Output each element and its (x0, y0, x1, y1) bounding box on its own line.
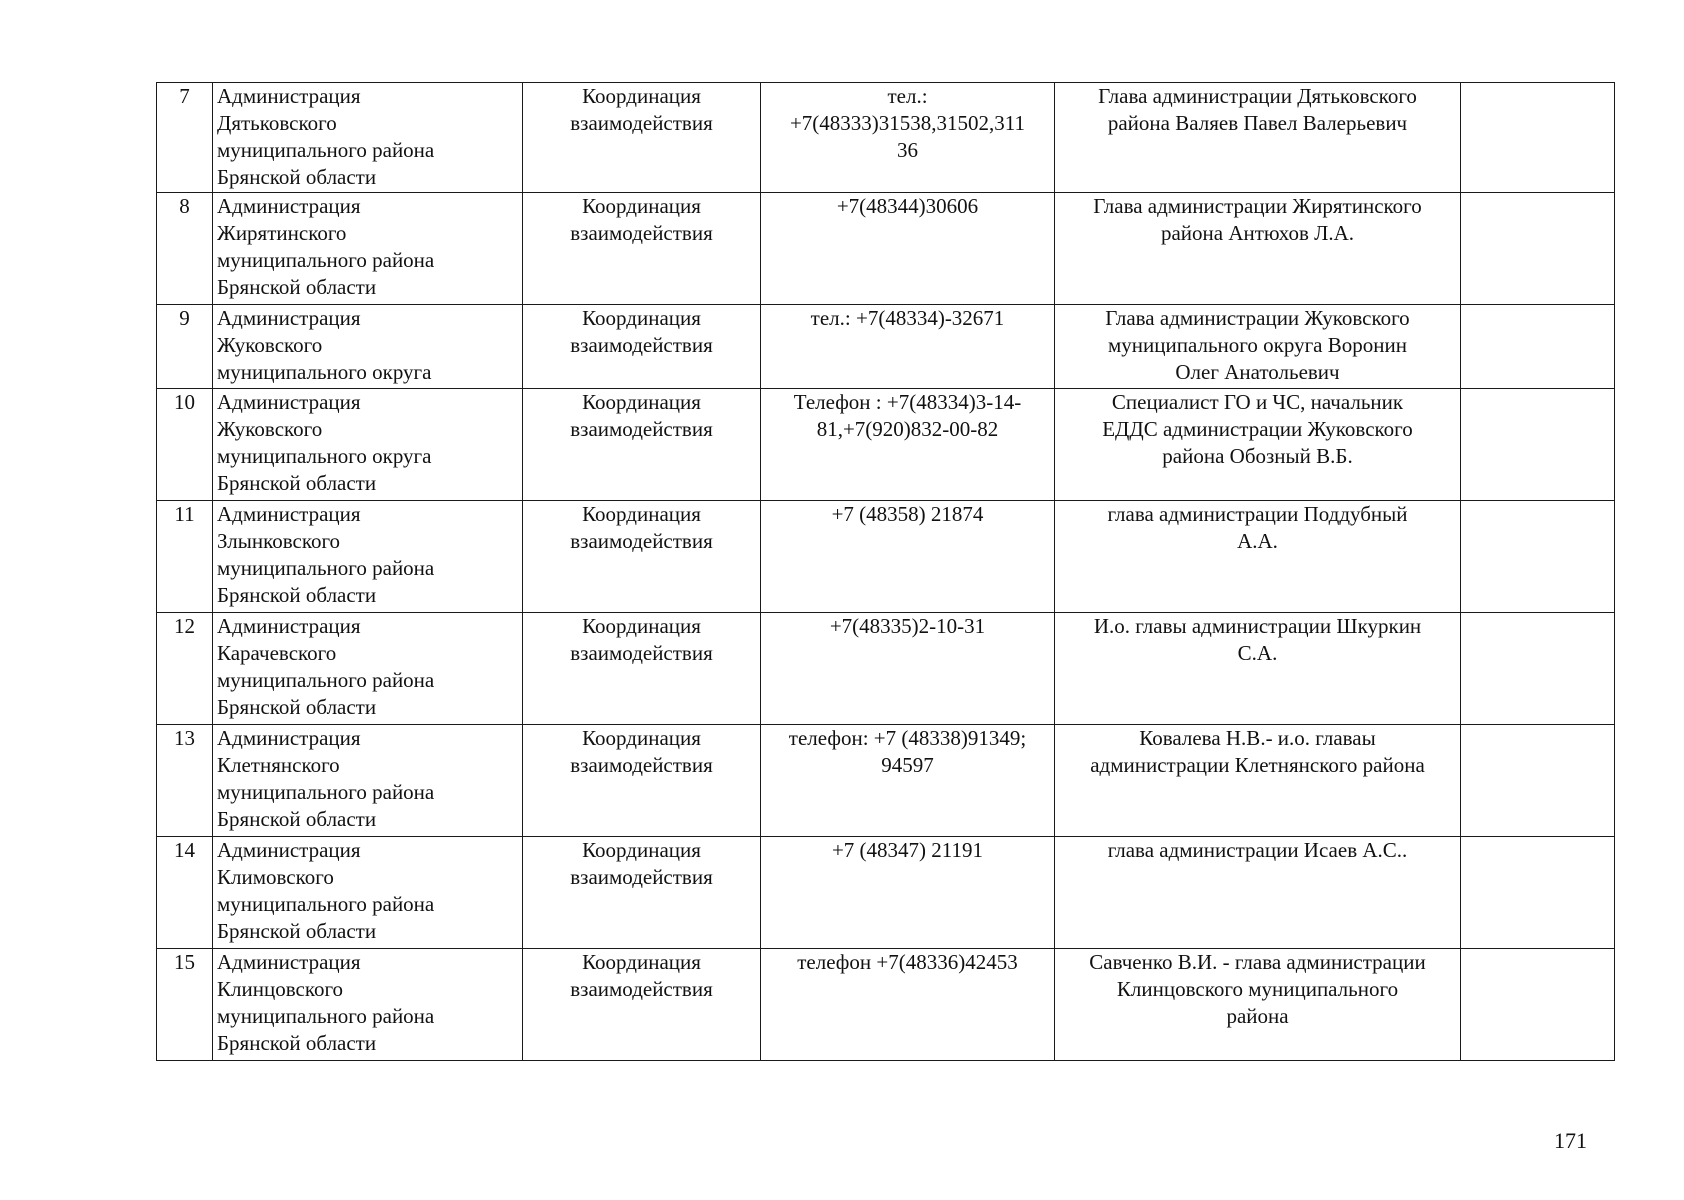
cell-text-line: взаимодействия (570, 977, 713, 1001)
phone-cell (761, 837, 1055, 949)
cell-text: 15 (174, 950, 195, 974)
cell-text-line: муниципального района (217, 556, 435, 580)
interaction-type-cell (523, 83, 761, 193)
row-number-cell (157, 389, 213, 501)
cell-text-line: Брянской области (217, 807, 377, 831)
cell-text-line: муниципального района (217, 668, 435, 692)
cell-text-line: Ковалева Н.В.- и.о. главаы (1139, 726, 1376, 750)
cell-text-line: Карачевского (217, 641, 337, 665)
cell-text-line: Клинцовского муниципального (1116, 977, 1399, 1001)
cell-text-line: муниципального района (217, 892, 435, 916)
cell-text-line: Глава администрации Жирятинского (1093, 194, 1422, 218)
cell-text-line: Брянской области (217, 471, 377, 495)
organization-cell (213, 725, 523, 837)
responsible-person-cell (1055, 501, 1461, 613)
organization-cell (213, 949, 523, 1061)
cell-text-line: Координация (582, 726, 701, 750)
row-number-cell (157, 193, 213, 305)
cell-text-line: тел.: +7(48334)-32671 (810, 306, 1005, 330)
table-row (157, 613, 1615, 725)
cell-text-line: Администрация (217, 84, 361, 108)
cell-text-line: взаимодействия (570, 417, 713, 441)
cell-text-line: Администрация (217, 614, 361, 638)
note-cell (1461, 193, 1615, 305)
interaction-type-cell (523, 305, 761, 389)
cell-text-line: Брянской области (217, 275, 377, 299)
contacts-table (156, 82, 1615, 1061)
cell-text-line: глава администрации Исаев А.С.. (1107, 838, 1408, 862)
organization-cell (213, 305, 523, 389)
row-number-cell (157, 305, 213, 389)
cell-text-line: муниципального округа (217, 444, 432, 468)
phone-cell (761, 949, 1055, 1061)
phone-cell (761, 725, 1055, 837)
cell-text-line: Администрация (217, 306, 361, 330)
cell-text-line: Клетнянского (217, 753, 340, 777)
note-cell (1461, 305, 1615, 389)
cell-text-line: Глава администрации Жуковского (1105, 306, 1410, 330)
cell-text-line: муниципального района (217, 780, 435, 804)
cell-text-line: муниципального района (217, 248, 435, 272)
cell-text-line: Глава администрации Дятьковского (1098, 84, 1417, 108)
note-cell (1461, 725, 1615, 837)
responsible-person-cell (1055, 613, 1461, 725)
row-number-cell (157, 83, 213, 193)
cell-text-line: администрации Клетнянского района (1090, 753, 1425, 777)
cell-text-line: 94597 (881, 753, 934, 777)
cell-text-line: взаимодействия (570, 333, 713, 357)
cell-text-line: +7 (48347) 21191 (831, 838, 984, 862)
interaction-type-cell (523, 389, 761, 501)
cell-text-line: района Валяев Павел Валерьевич (1107, 111, 1408, 135)
note-cell (1461, 837, 1615, 949)
cell-text-line: +7(48333)31538,31502,311 (789, 111, 1026, 135)
cell-text-line: Злынковского (217, 529, 341, 553)
cell-text-line: взаимодействия (570, 111, 713, 135)
responsible-person-cell (1055, 837, 1461, 949)
cell-text-line: муниципального округа Воронин (1108, 333, 1407, 357)
cell-text-line: тел.: (887, 84, 928, 108)
note-cell (1461, 613, 1615, 725)
table-row (157, 837, 1615, 949)
cell-text-line: Жирятинского (217, 221, 347, 245)
cell-text-line: взаимодействия (570, 529, 713, 553)
cell-text-line: И.о. главы администрации Шкуркин (1093, 614, 1422, 638)
cell-text-line: телефон +7(48336)42453 (797, 950, 1018, 974)
cell-text-line: Брянской области (217, 919, 377, 943)
cell-text-line: ЕДДС администрации Жуковского (1102, 417, 1413, 441)
organization-cell (213, 837, 523, 949)
interaction-type-cell (523, 725, 761, 837)
phone-cell (761, 83, 1055, 193)
cell-text-line: муниципального района (217, 138, 435, 162)
cell-text: 14 (174, 838, 195, 862)
organization-cell (213, 389, 523, 501)
cell-text-line: Савченко В.И. - глава администрации (1089, 950, 1426, 974)
cell-text-line: Телефон : +7(48334)3-14- (793, 390, 1022, 414)
cell-text-line: взаимодействия (570, 641, 713, 665)
row-number-cell (157, 613, 213, 725)
phone-cell (761, 613, 1055, 725)
cell-text: 9 (179, 306, 190, 330)
phone-cell (761, 389, 1055, 501)
cell-text-line: Жуковского (217, 333, 323, 357)
responsible-person-cell (1055, 949, 1461, 1061)
cell-text-line: Администрация (217, 502, 361, 526)
cell-text-line: Администрация (217, 390, 361, 414)
note-cell (1461, 501, 1615, 613)
cell-text-line: Координация (582, 84, 701, 108)
cell-text-line: Дятьковского (217, 111, 337, 135)
cell-text-line: Координация (582, 502, 701, 526)
cell-text-line: А.А. (1237, 529, 1278, 553)
responsible-person-cell (1055, 305, 1461, 389)
cell-text-line: 81,+7(920)832-00-82 (816, 417, 999, 441)
cell-text-line: Специалист ГО и ЧС, начальник (1111, 390, 1404, 414)
cell-text-line: Координация (582, 194, 701, 218)
cell-text-line: муниципального округа (217, 360, 432, 384)
phone-cell (761, 193, 1055, 305)
row-number-cell (157, 837, 213, 949)
cell-text-line: телефон: +7 (48338)91349; (788, 726, 1027, 750)
interaction-type-cell (523, 949, 761, 1061)
note-cell (1461, 83, 1615, 193)
row-number-cell (157, 501, 213, 613)
table-row (157, 83, 1615, 193)
cell-text-line: Олег Анатольевич (1175, 360, 1340, 384)
cell-text-line: Администрация (217, 726, 361, 750)
cell-text-line: взаимодействия (570, 753, 713, 777)
table-row (157, 501, 1615, 613)
cell-text-line: муниципального района (217, 1004, 435, 1028)
interaction-type-cell (523, 501, 761, 613)
responsible-person-cell (1055, 193, 1461, 305)
interaction-type-cell (523, 193, 761, 305)
cell-text-line: Администрация (217, 950, 361, 974)
cell-text-line: Климовского (217, 865, 334, 889)
cell-text: 8 (179, 194, 190, 218)
cell-text-line: района Обозный В.Б. (1162, 444, 1353, 468)
interaction-type-cell (523, 613, 761, 725)
cell-text-line: Брянской области (217, 695, 377, 719)
note-cell (1461, 949, 1615, 1061)
cell-text-line: взаимодействия (570, 865, 713, 889)
cell-text: 12 (174, 614, 195, 638)
table-row (157, 949, 1615, 1061)
responsible-person-cell (1055, 725, 1461, 837)
responsible-person-cell (1055, 83, 1461, 193)
cell-text: 11 (174, 502, 195, 526)
cell-text-line: Брянской области (217, 583, 377, 607)
table-row (157, 193, 1615, 305)
cell-text-line: Администрация (217, 838, 361, 862)
organization-cell (213, 83, 523, 193)
cell-text-line: Брянской области (217, 1031, 377, 1055)
cell-text-line: района (1226, 1004, 1289, 1028)
cell-text-line: С.А. (1237, 641, 1278, 665)
table-row (157, 305, 1615, 389)
organization-cell (213, 501, 523, 613)
cell-text-line: 36 (897, 138, 918, 162)
row-number-cell (157, 949, 213, 1061)
cell-text-line: Координация (582, 838, 701, 862)
organization-cell (213, 193, 523, 305)
organization-cell (213, 613, 523, 725)
table-row (157, 725, 1615, 837)
cell-text-line: Координация (582, 614, 701, 638)
contacts-table-body (157, 83, 1615, 1061)
cell-text: 7 (179, 84, 190, 108)
cell-text-line: +7(48344)30606 (836, 194, 979, 218)
cell-text-line: Брянской области (217, 165, 377, 189)
cell-text-line: Координация (582, 390, 701, 414)
cell-text-line: +7 (48358) 21874 (831, 502, 984, 526)
phone-cell (761, 305, 1055, 389)
responsible-person-cell (1055, 389, 1461, 501)
page-number: 171 (1554, 1128, 1587, 1153)
interaction-type-cell (523, 837, 761, 949)
cell-text-line: Клинцовского (217, 977, 344, 1001)
cell-text-line: глава администрации Поддубный (1107, 502, 1408, 526)
cell-text-line: Администрация (217, 194, 361, 218)
cell-text-line: взаимодействия (570, 221, 713, 245)
cell-text: 10 (174, 390, 195, 414)
cell-text-line: Жуковского (217, 417, 323, 441)
note-cell (1461, 389, 1615, 501)
cell-text-line: Координация (582, 306, 701, 330)
phone-cell (761, 501, 1055, 613)
cell-text-line: +7(48335)2-10-31 (829, 614, 986, 638)
cell-text-line: района Антюхов Л.А. (1160, 221, 1355, 245)
row-number-cell (157, 725, 213, 837)
table-row (157, 389, 1615, 501)
cell-text: 13 (174, 726, 195, 750)
cell-text-line: Координация (582, 950, 701, 974)
